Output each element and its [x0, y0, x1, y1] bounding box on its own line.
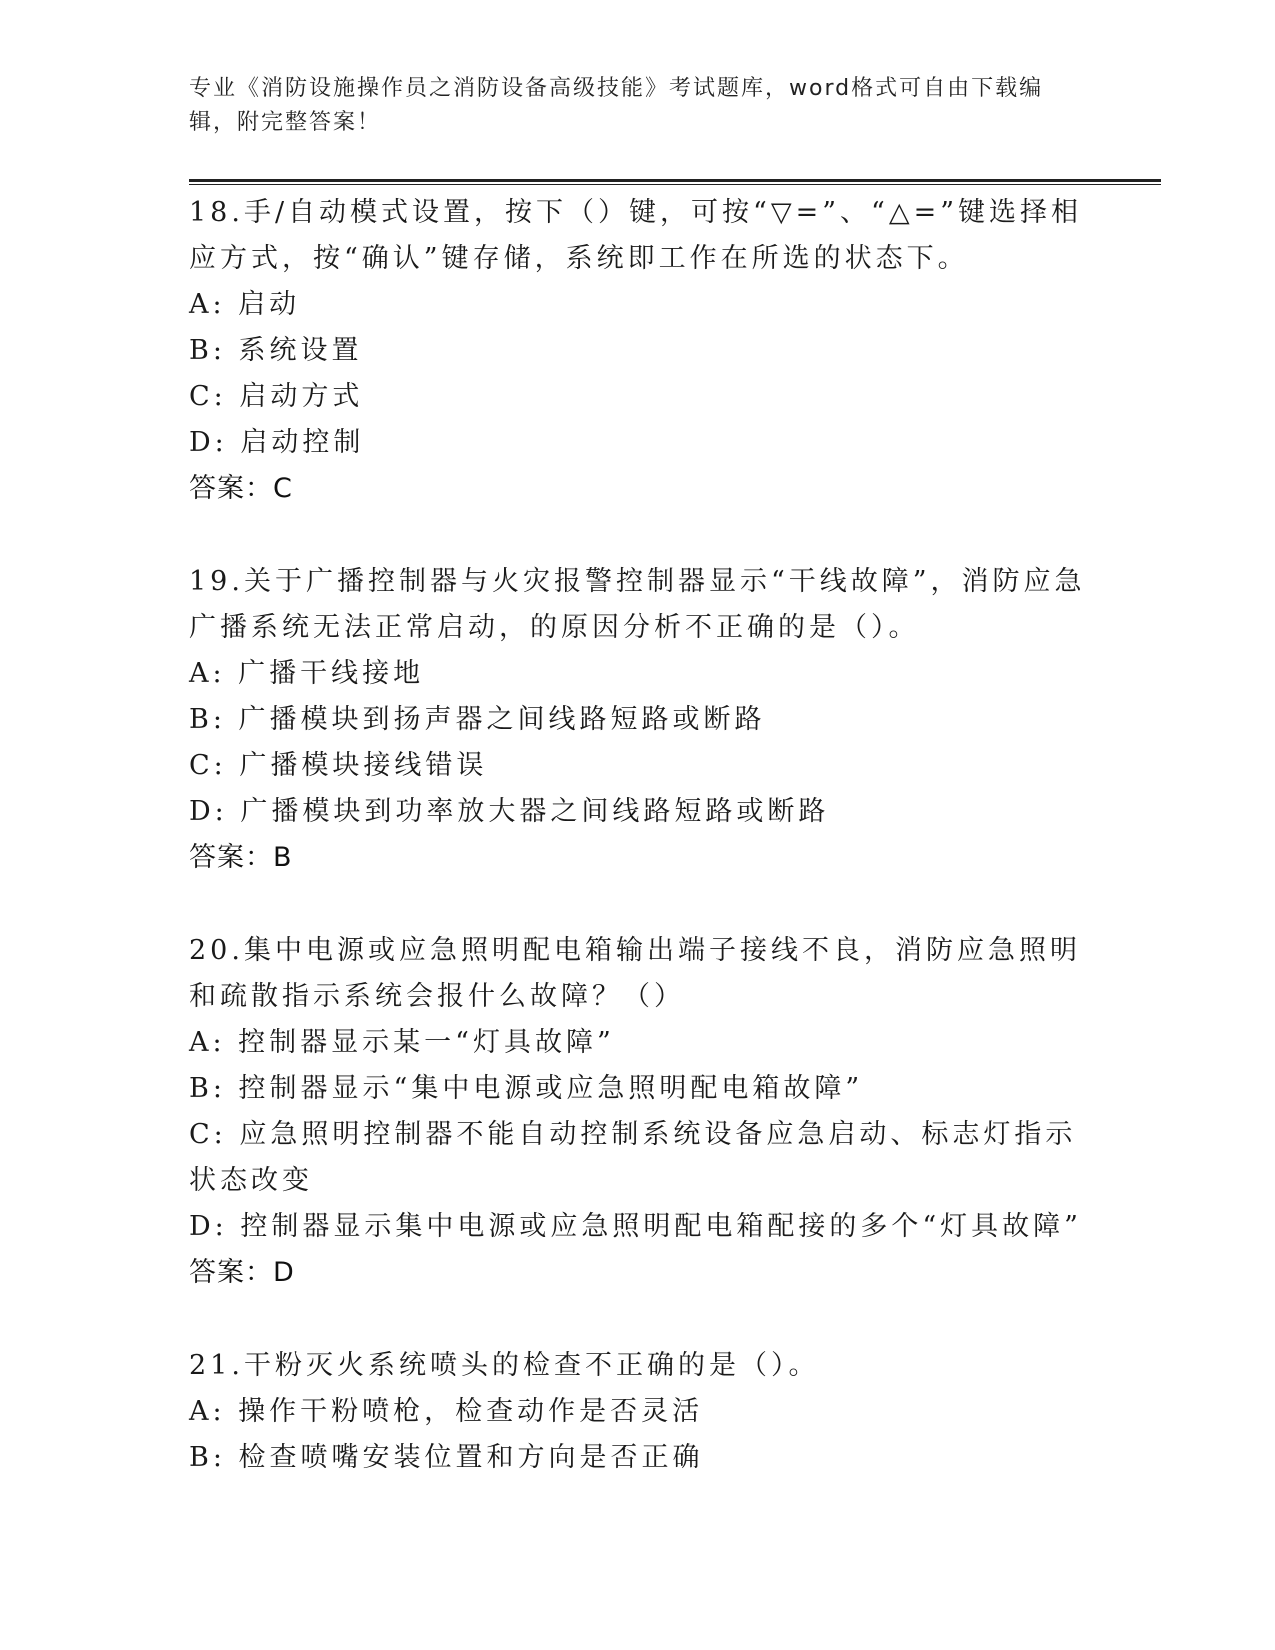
- option-a: A: 操作干粉喷枪，检查动作是否灵活: [189, 1396, 704, 1427]
- question-stem: 18.手/自动模式设置，按下（）键，可按“▽=”、“△=”键选择相应方式，按“确认”键存储，系统即工作在所选的状态下。: [189, 197, 1083, 274]
- question-20: [189, 928, 1089, 1296]
- question-18: [189, 190, 1089, 512]
- option-d: D: 控制器显示集中电源或应急照明配电箱配接的多个“灯具故障”: [189, 1211, 1082, 1242]
- question-stem: 20.集中电源或应急照明配电箱输出端子接线不良，消防应急照明和疏散指示系统会报什么故障？（）: [189, 935, 1081, 1012]
- answer: 答案：D: [189, 1257, 295, 1288]
- question-19: [189, 559, 1089, 881]
- option-b: B: 检查喷嘴安装位置和方向是否正确: [189, 1442, 704, 1473]
- header-rule-thick: [189, 179, 1161, 182]
- option-d: D: 广播模块到功率放大器之间线路短路或断路: [189, 796, 830, 827]
- header-rule-thin: [189, 184, 1161, 185]
- question-stem: 19.关于广播控制器与火灾报警控制器显示“干线故障”，消防应急广播系统无法正常启动，的原因分析不正确的是（）。: [189, 566, 1086, 643]
- option-c: C: 启动方式: [189, 381, 364, 412]
- answer: 答案：B: [189, 842, 293, 873]
- option-a: A: 控制器显示某一“灯具故障”: [189, 1027, 615, 1058]
- question-21: [189, 1343, 1089, 1481]
- question-list: [189, 190, 1089, 1528]
- option-c: C: 应急照明控制器不能自动控制系统设备应急启动、标志灯指示状态改变: [189, 1119, 1077, 1196]
- option-c: C: 广播模块接线错误: [189, 750, 488, 781]
- option-d: D: 启动控制: [189, 427, 365, 458]
- option-b: B: 广播模块到扬声器之间线路短路或断路: [189, 704, 766, 735]
- document-header: 专业《消防设施操作员之消防设备高级技能》考试题库，word格式可自由下载编辑，附完整答案！: [189, 76, 1044, 135]
- answer: 答案：C: [189, 473, 293, 504]
- option-a: A: 广播干线接地: [189, 658, 425, 689]
- option-a: A: 启动: [189, 289, 301, 320]
- option-b: B: 控制器显示“集中电源或应急照明配电箱故障”: [189, 1073, 864, 1104]
- option-b: B: 系统设置: [189, 335, 363, 366]
- question-stem: 21.干粉灭火系统喷头的检查不正确的是（）。: [189, 1350, 820, 1381]
